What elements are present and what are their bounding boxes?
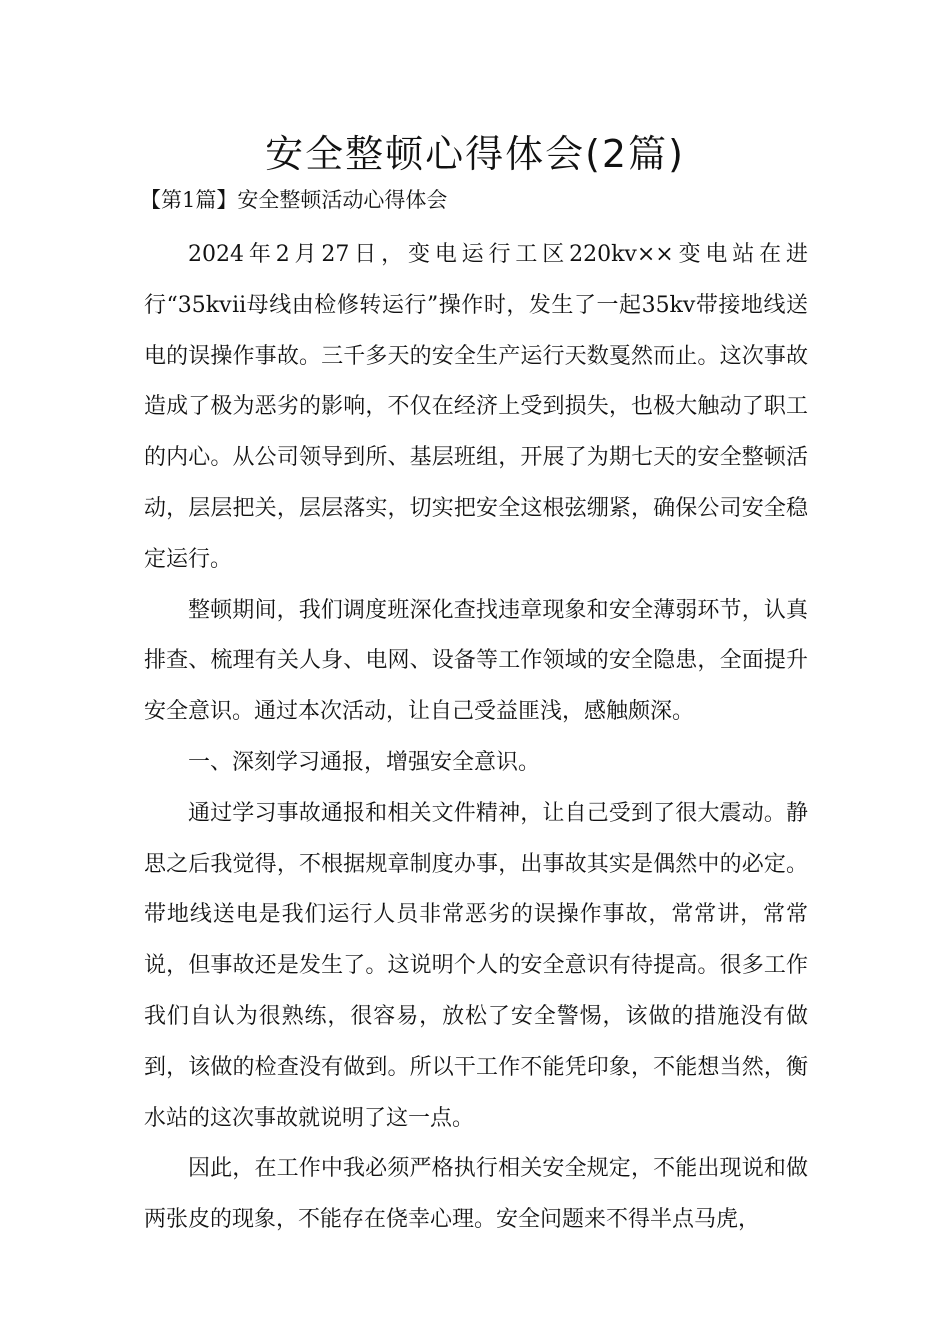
paragraph: 通过学习事故通报和相关文件精神，让自己受到了很大震动。静思之后我觉得，不根据规章制度办事，出事故其实是偶然中的必定。带地线送电是我们运行人员非常恶劣的误操作事故，常常讲，常常说，但事故还是发生了。这说明个人的安全意识有待提高。很多工作我们自认为很熟练，很容易，放松了安全警惕，该做的措施没有做到，该做的检查没有做到。所以干工作不能凭印象，不能想当然，衡水站的这次事故就说明了这一点。 — [144, 800, 808, 1131]
document-title: 安全整顿心得体会(2篇) — [265, 132, 685, 176]
document-body — [144, 230, 808, 1246]
paragraph: 因此，在工作中我必须严格执行相关安全规定，不能出现说和做两张皮的现象，不能存在侥幸心理。安全问题来不得半点马虎， — [144, 1156, 808, 1233]
paragraph: 2024年2月27日，变电运行工区220kv××变电站在进行“35kvⅱ母线由检修转运行”操作时，发生了一起35kv带接地线送电的误操作事故。三千多天的安全生产运行天数戛然而止。这次事故造成了极为恶劣的影响，不仅在经济上受到损失，也极大触动了职工的内心。从公司领导到所、基层班组，开展了为期七天的安全整顿活动，层层把关，层层落实，切实把安全这根弦绷紧，确保公司安全稳定运行。 — [144, 242, 808, 572]
paragraph-subheading: 一、深刻学习通报，增强安全意识。 — [188, 749, 541, 775]
section-heading: 【第1篇】安全整顿活动心得体会 — [140, 188, 448, 212]
paragraph: 整顿期间，我们调度班深化查找违章现象和安全薄弱环节，认真排查、梳理有关人身、电网、设备等工作领域的安全隐患，全面提升安全意识。通过本次活动，让自己受益匪浅，感触颇深。 — [144, 597, 808, 725]
